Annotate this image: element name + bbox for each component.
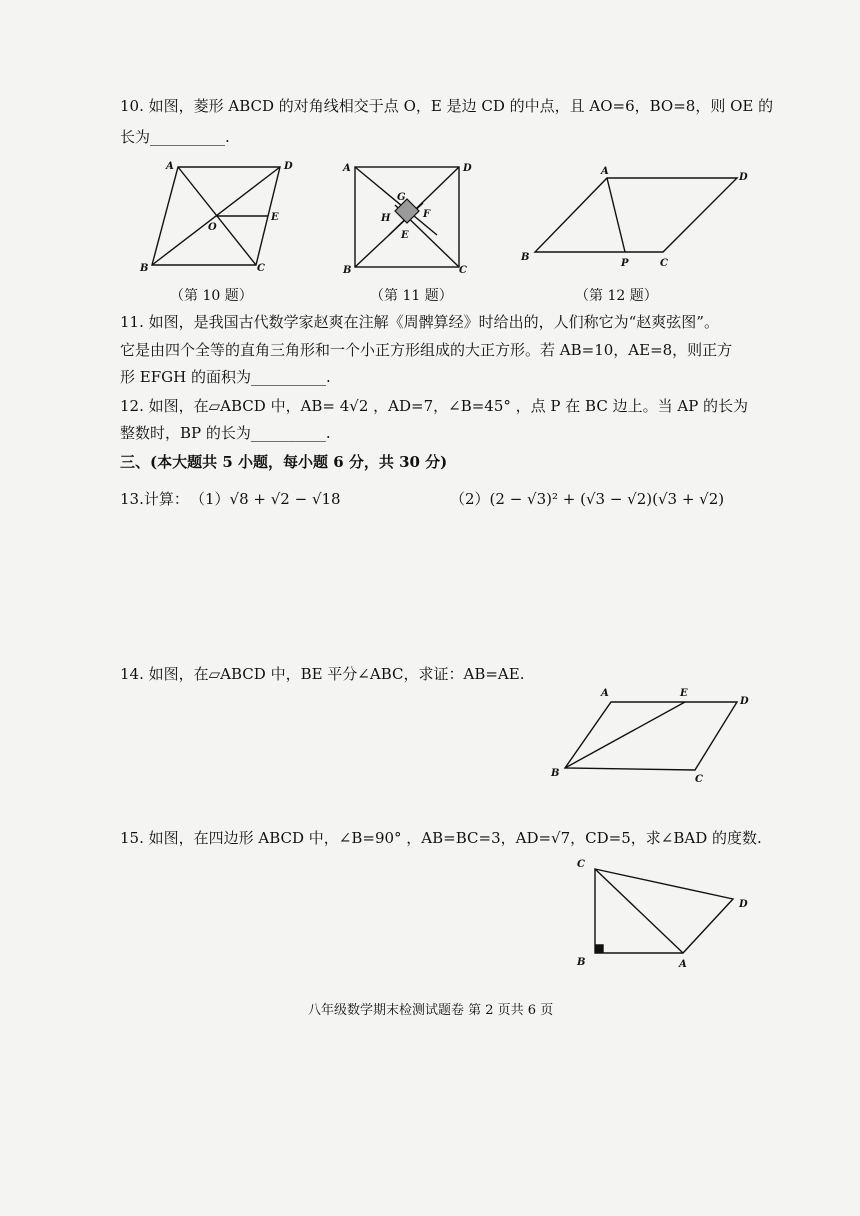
q15-text: 15. 如图，在四边形 ABCD 中，∠B=90° ，AB=BC=3，AD=√7，CD=5，求∠BAD 的度数. xyxy=(120,829,762,847)
fig14-label-a: A xyxy=(601,688,609,699)
fig15-label-c: C xyxy=(577,859,585,870)
figure-10 xyxy=(130,155,293,280)
fig14-label-b: B xyxy=(551,768,560,779)
fig11-label-c: C xyxy=(459,265,467,276)
q10-line1: 10. 如图，菱形 ABCD 的对角线相交于点 O，E 是边 CD 的中点，且 AO=6，BO=8，则 OE 的 xyxy=(120,97,774,115)
fig10-label-b: B xyxy=(140,263,149,274)
q12-line1: 12. 如图，在▱ABCD 中，AB= 4√2 ，AD=7，∠B=45° ，点 P 在 BC 边上。当 AP 的长为 xyxy=(120,397,749,415)
q13-label: 13.计算： xyxy=(120,490,189,508)
fig11-label-e: E xyxy=(401,230,409,241)
caption-figure-11: （第 11 题） xyxy=(370,288,453,304)
fig10-label-c: C xyxy=(257,263,265,274)
fig14-label-d: D xyxy=(740,696,749,707)
fig10-label-o: O xyxy=(208,222,217,233)
section-3-heading: 三、(本大题共 5 小题，每小题 6 分，共 30 分) xyxy=(120,453,448,471)
fig15-label-b: B xyxy=(577,957,586,968)
fig11-label-a: A xyxy=(343,163,351,174)
figure-15 xyxy=(565,855,765,975)
fig10-label-d: D xyxy=(284,161,293,172)
fig12-label-a: A xyxy=(601,166,609,177)
caption-figure-12: （第 12 题） xyxy=(575,288,658,304)
fig14-label-c: C xyxy=(695,774,703,785)
figure-12 xyxy=(515,160,755,270)
fig12-label-b: B xyxy=(521,252,530,263)
fig11-label-h: H xyxy=(381,213,391,224)
fig10-label-a: A xyxy=(166,161,174,172)
q11-line1: 11. 如图，是我国古代数学家赵爽在注解《周髀算经》时给出的，人们称它为“赵爽弦图”。 xyxy=(120,313,719,331)
fig12-label-c: C xyxy=(660,258,668,269)
fig15-label-a: A xyxy=(679,959,687,970)
fig11-label-g: G xyxy=(397,192,406,203)
figure-14 xyxy=(545,684,760,784)
page-footer: 八年级数学期末检测试题卷 第 2 页共 6 页 xyxy=(308,1003,554,1018)
q14-text: 14. 如图，在▱ABCD 中，BE 平分∠ABC，求证：AB=AE. xyxy=(120,665,525,683)
figure-11 xyxy=(335,155,480,280)
caption-figure-10: （第 10 题） xyxy=(170,288,253,304)
q10-line2: 长为__________. xyxy=(120,128,230,146)
fig10-label-e: E xyxy=(271,212,279,223)
fig14-label-e: E xyxy=(680,688,688,699)
q13-part2: （2）(2 − √3)² + (√3 − √2)(√3 + √2) xyxy=(450,490,725,508)
q11-line3: 形 EFGH 的面积为__________. xyxy=(120,368,331,386)
fig11-label-f: F xyxy=(423,209,431,220)
fig11-label-d: D xyxy=(463,163,472,174)
fig15-label-d: D xyxy=(739,899,748,910)
fig12-label-p: P xyxy=(621,258,629,269)
q13-part1: （1）√8 + √2 − √18 xyxy=(190,490,341,508)
fig11-label-b: B xyxy=(343,265,352,276)
q12-line2: 整数时，BP 的长为__________. xyxy=(120,424,331,442)
fig12-label-d: D xyxy=(739,172,748,183)
q11-line2: 它是由四个全等的直角三角形和一个小正方形组成的大正方形。若 AB=10，AE=8，则正方 xyxy=(120,341,733,359)
